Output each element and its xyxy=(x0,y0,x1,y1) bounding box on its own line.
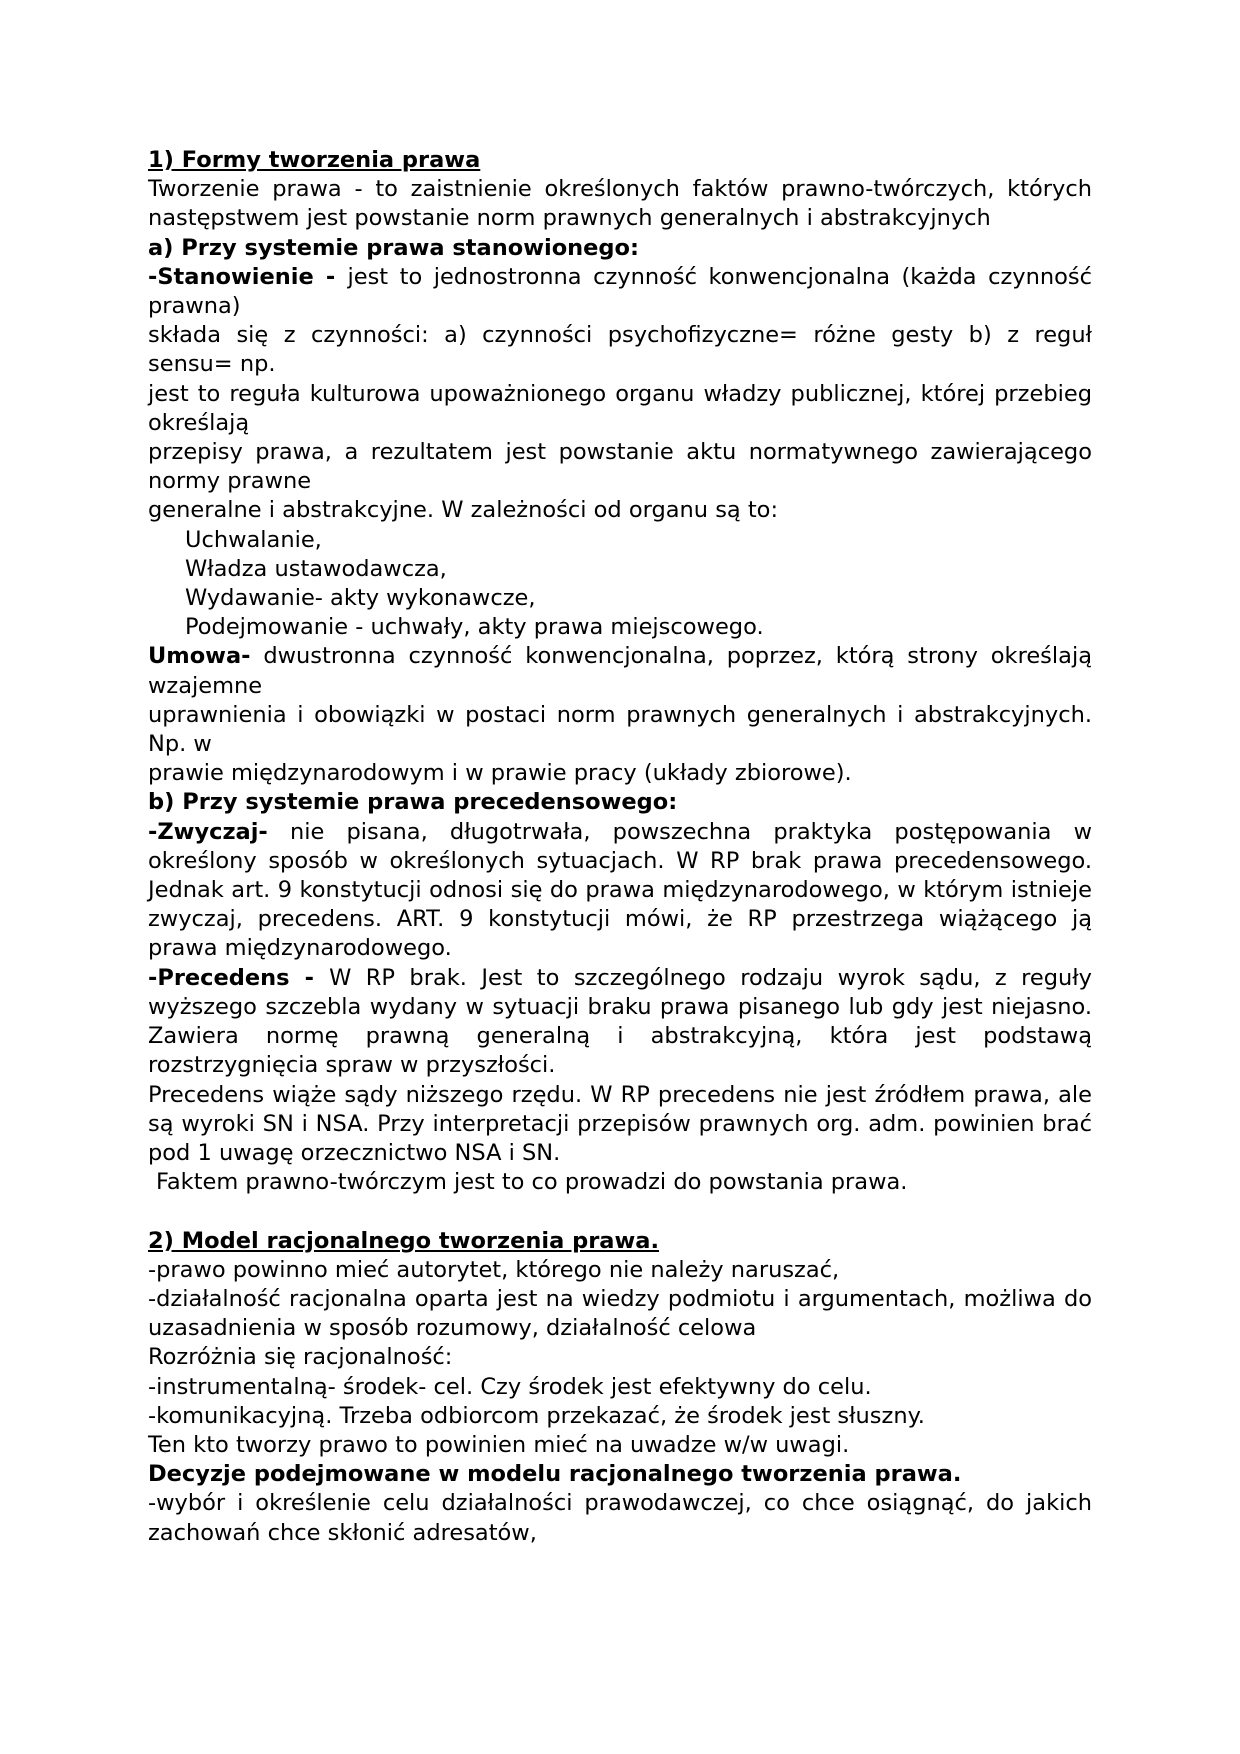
precedens-wiaze-paragraph: Precedens wiąże sądy niższego rzędu. W RP precedens nie jest źródłem prawa, ale są wyroki SN i NSA. Przy interpretacji przepisów prawnych org. adm. powinien brać pod 1 uwagę orzecznictwo NSA i SN. xyxy=(148,1081,1092,1166)
organ-item: Podejmowanie - uchwały, akty prawa miejscowego. xyxy=(185,614,764,641)
organ-item: Wydawanie- akty wykonawcze, xyxy=(185,585,536,612)
regula-paragraph: jest to reguła kulturowa upoważnionego organu władzy publicznej, której przebieg określają xyxy=(148,380,1092,436)
zwyczaj-text: nie pisana, długotrwała, powszechna praktyka postępowania w określony sposób w określonych sytuacjach. W RP brak prawa precedensowego. Jednak art. 9 konstytucji odnosi się do prawa międzynarodowego, w którym istnieje zwyczaj, precedens. ART. 9 konstytucji mówi, że RP przestrzega wiążącego ją prawa międzynarodowego. xyxy=(148,818,1092,962)
rozroznia-paragraph: Rozróżnia się racjonalność: xyxy=(148,1344,453,1371)
wybor-paragraph: -wybór i określenie celu działalności prawodawczej, co chce osiągnąć, do jakich zachowań chce skłonić adresatów, xyxy=(148,1490,1092,1546)
ten-kto-paragraph: Ten kto tworzy prawo to powinien mieć na uwadze w/w uwagi. xyxy=(148,1431,850,1458)
precedens-paragraph xyxy=(148,964,1092,1081)
section-1-heading: 1) Formy tworzenia prawa xyxy=(148,147,481,173)
przepisy-paragraph: przepisy prawa, a rezultatem jest powstanie aktu normatywnego zawierającego normy prawne xyxy=(148,439,1092,495)
definition-paragraph: Tworzenie prawa - to zaistnienie określonych faktów prawno-twórczych, których następstwem jest powstanie norm prawnych generalnych i abstrakcyjnych xyxy=(148,176,1092,232)
instrumentalna-paragraph: -instrumentalną- środek- cel. Czy środek jest efektywny do celu. xyxy=(148,1373,872,1400)
sklada-paragraph: składa się z czynności: a) czynności psychofizyczne= różne gesty b) z reguł sensu= np. xyxy=(148,322,1092,378)
stanowienie-paragraph xyxy=(148,263,1092,321)
organ-item: Uchwalanie, xyxy=(185,526,322,553)
stanowienie-term: -Stanowienie - xyxy=(148,263,348,290)
umowa-text: dwustronna czynność konwencjonalna, poprzez, którą strony określają wzajemne xyxy=(148,643,1092,699)
zwyczaj-paragraph xyxy=(148,818,1092,964)
generalne-paragraph: generalne i abstrakcyjne. W zależności od organu są to: xyxy=(148,497,779,524)
organ-item: Władza ustawodawcza, xyxy=(185,555,447,582)
section-2-heading: 2) Model racjonalnego tworzenia prawa. xyxy=(148,1227,660,1254)
precedens-text: W RP brak. Jest to szczególnego rodzaju wyrok sądu, z reguły wyższego szczebla wydany w sytuacji braku prawa pisanego lub gdy jest niejasno. Zawiera normę prawną generalną i abstrakcyjną, która jest podstawą rozstrzygnięcia spraw w przyszłości. xyxy=(148,964,1092,1079)
uprawnienia-paragraph: uprawnienia i obowiązki w postaci norm prawnych generalnych i abstrakcyjnych. Np. w xyxy=(148,701,1092,758)
subheading-b: b) Przy systemie prawa precedensowego: xyxy=(148,789,678,816)
umowa-term: Umowa- xyxy=(148,643,251,670)
document-page xyxy=(148,146,1092,1548)
stanowienie-text: jest to jednostronna czynność konwencjonalna (każda czynność prawna) xyxy=(148,263,1092,320)
precedens-term: -Precedens - xyxy=(148,964,330,991)
subheading-a: a) Przy systemie prawa stanowionego: xyxy=(148,234,639,261)
zwyczaj-term: -Zwyczaj- xyxy=(148,818,268,845)
decyzje-heading: Decyzje podejmowane w modelu racjonalnego tworzenia prawa. xyxy=(148,1461,962,1488)
dzialalnosc-paragraph: -działalność racjonalna oparta jest na wiedzy podmiotu i argumentach, możliwa do uzasadnienia w sposób rozumowy, działalność celowa xyxy=(148,1285,1092,1342)
faktem-paragraph: Faktem prawno-twórczym jest to co prowadzi do powstania prawa. xyxy=(156,1169,908,1196)
komunikacyjna-paragraph: -komunikacyjną. Trzeba odbiorcom przekazać, że środek jest słuszny. xyxy=(148,1402,925,1429)
umowa-paragraph xyxy=(148,642,1092,700)
autorytet-paragraph: -prawo powinno mieć autorytet, którego nie należy naruszać, xyxy=(148,1256,840,1283)
prawie-paragraph: prawie międzynarodowym i w prawie pracy (układy zbiorowe). xyxy=(148,760,852,787)
spacer xyxy=(148,1197,1092,1226)
